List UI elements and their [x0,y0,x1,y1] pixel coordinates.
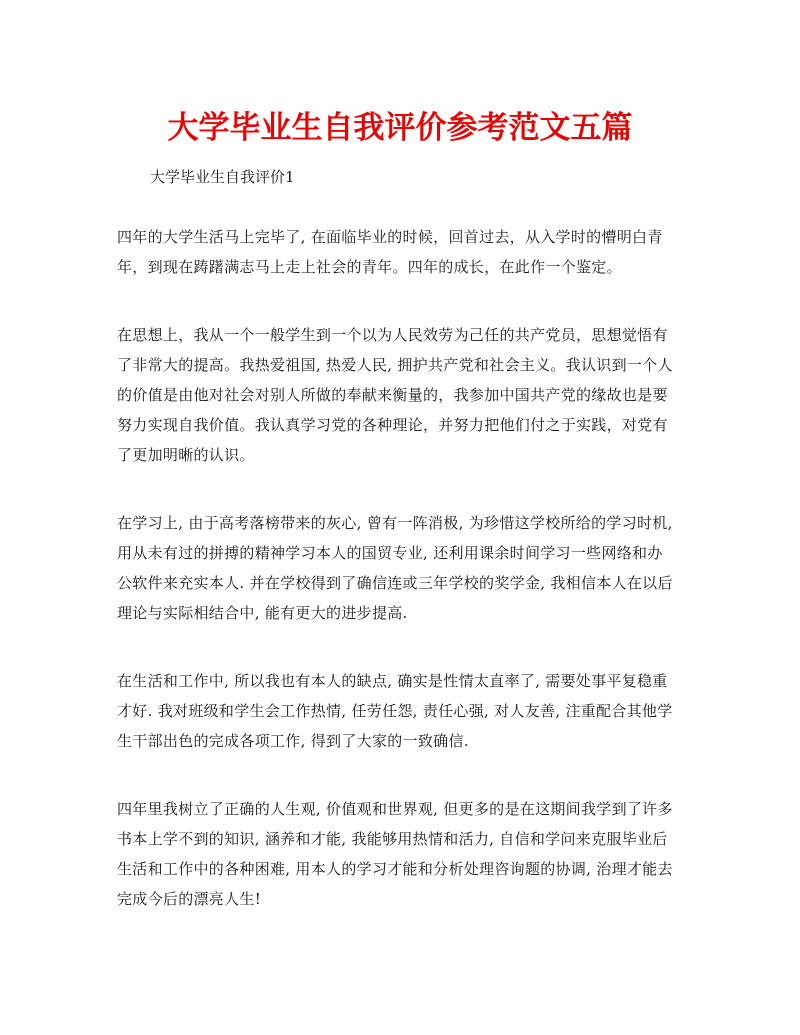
paragraph-line: 才好. 我对班级和学生会工作热情, 任劳任怨, 责任心强, 对人友善, 注重配合其他学 [117,702,673,720]
paragraph-line: 书本上学不到的知识, 涵养和才能, 我能够用热情和活力, 自信和学问来克服毕业后 [117,830,668,848]
paragraph-line: 在学习上, 由于高考落榜带来的灰心, 曾有一阵消极, 为珍惜这学校所给的学习时机, [117,514,673,532]
paragraph-line: 完成今后的漂亮人生! [117,890,262,908]
paragraph-line: 的价值是由他对社会对别人所做的奉献来衡量的，我参加中国共产党的缘故也是要 [117,386,668,404]
paragraph-line: 了更加明晰的认识。 [117,446,255,464]
paragraph-2 [117,320,687,470]
paragraph-line: 四年里我树立了正确的人生观, 价值观和世界观, 但更多的是在这期间我学到了许多 [117,800,673,818]
paragraph-line: 用从未有过的拼搏的精神学习本人的国贸专业, 还利用课余时间学习一些网络和办 [117,544,663,562]
document-subtitle: 大学毕业生自我评价1 [150,168,295,186]
document-title: 大学毕业生自我评价参考范文五篇 [167,110,633,146]
paragraph-1 [117,222,687,282]
paragraph-3 [117,508,687,628]
paragraph-5 [117,794,687,914]
paragraph-4 [117,666,687,756]
paragraph-line: 公软件来充实本人. 并在学校得到了确信连或三年学校的奖学金, 我相信本人在以后 [117,574,673,592]
paragraph-line: 理论与实际相结合中, 能有更大的进步提高. [117,604,408,622]
paragraph-line: 努力实现自我价值。我认真学习党的各种理论，并努力把他们付之于实践，对党有 [117,416,668,434]
paragraph-line: 了非常大的提高。我热爱祖国, 热爱人民, 拥护共产党和社会主义。我认识到一个人 [117,356,673,374]
paragraph-line: 在思想上，我从一个一般学生到一个以为人民效劳为己任的共产党员，思想觉悟有 [117,326,668,344]
paragraph-line: 年，到现在踌躇满志马上走上社会的青年。四年的成长，在此作一个鉴定。 [117,258,622,276]
paragraph-line: 生干部出色的完成各项工作, 得到了大家的一致确信. [117,732,469,750]
paragraph-line: 生活和工作中的各种困难, 用本人的学习才能和分析处理咨询题的协调, 治理才能去 [117,860,673,878]
paragraph-line: 四年的大学生活马上完毕了, 在面临毕业的时候，回首过去，从入学时的懵明白青 [117,228,663,246]
paragraph-line: 在生活和工作中, 所以我也有本人的缺点, 确实是性情太直率了, 需要处事平复稳重 [117,672,668,690]
document-body [117,222,687,952]
